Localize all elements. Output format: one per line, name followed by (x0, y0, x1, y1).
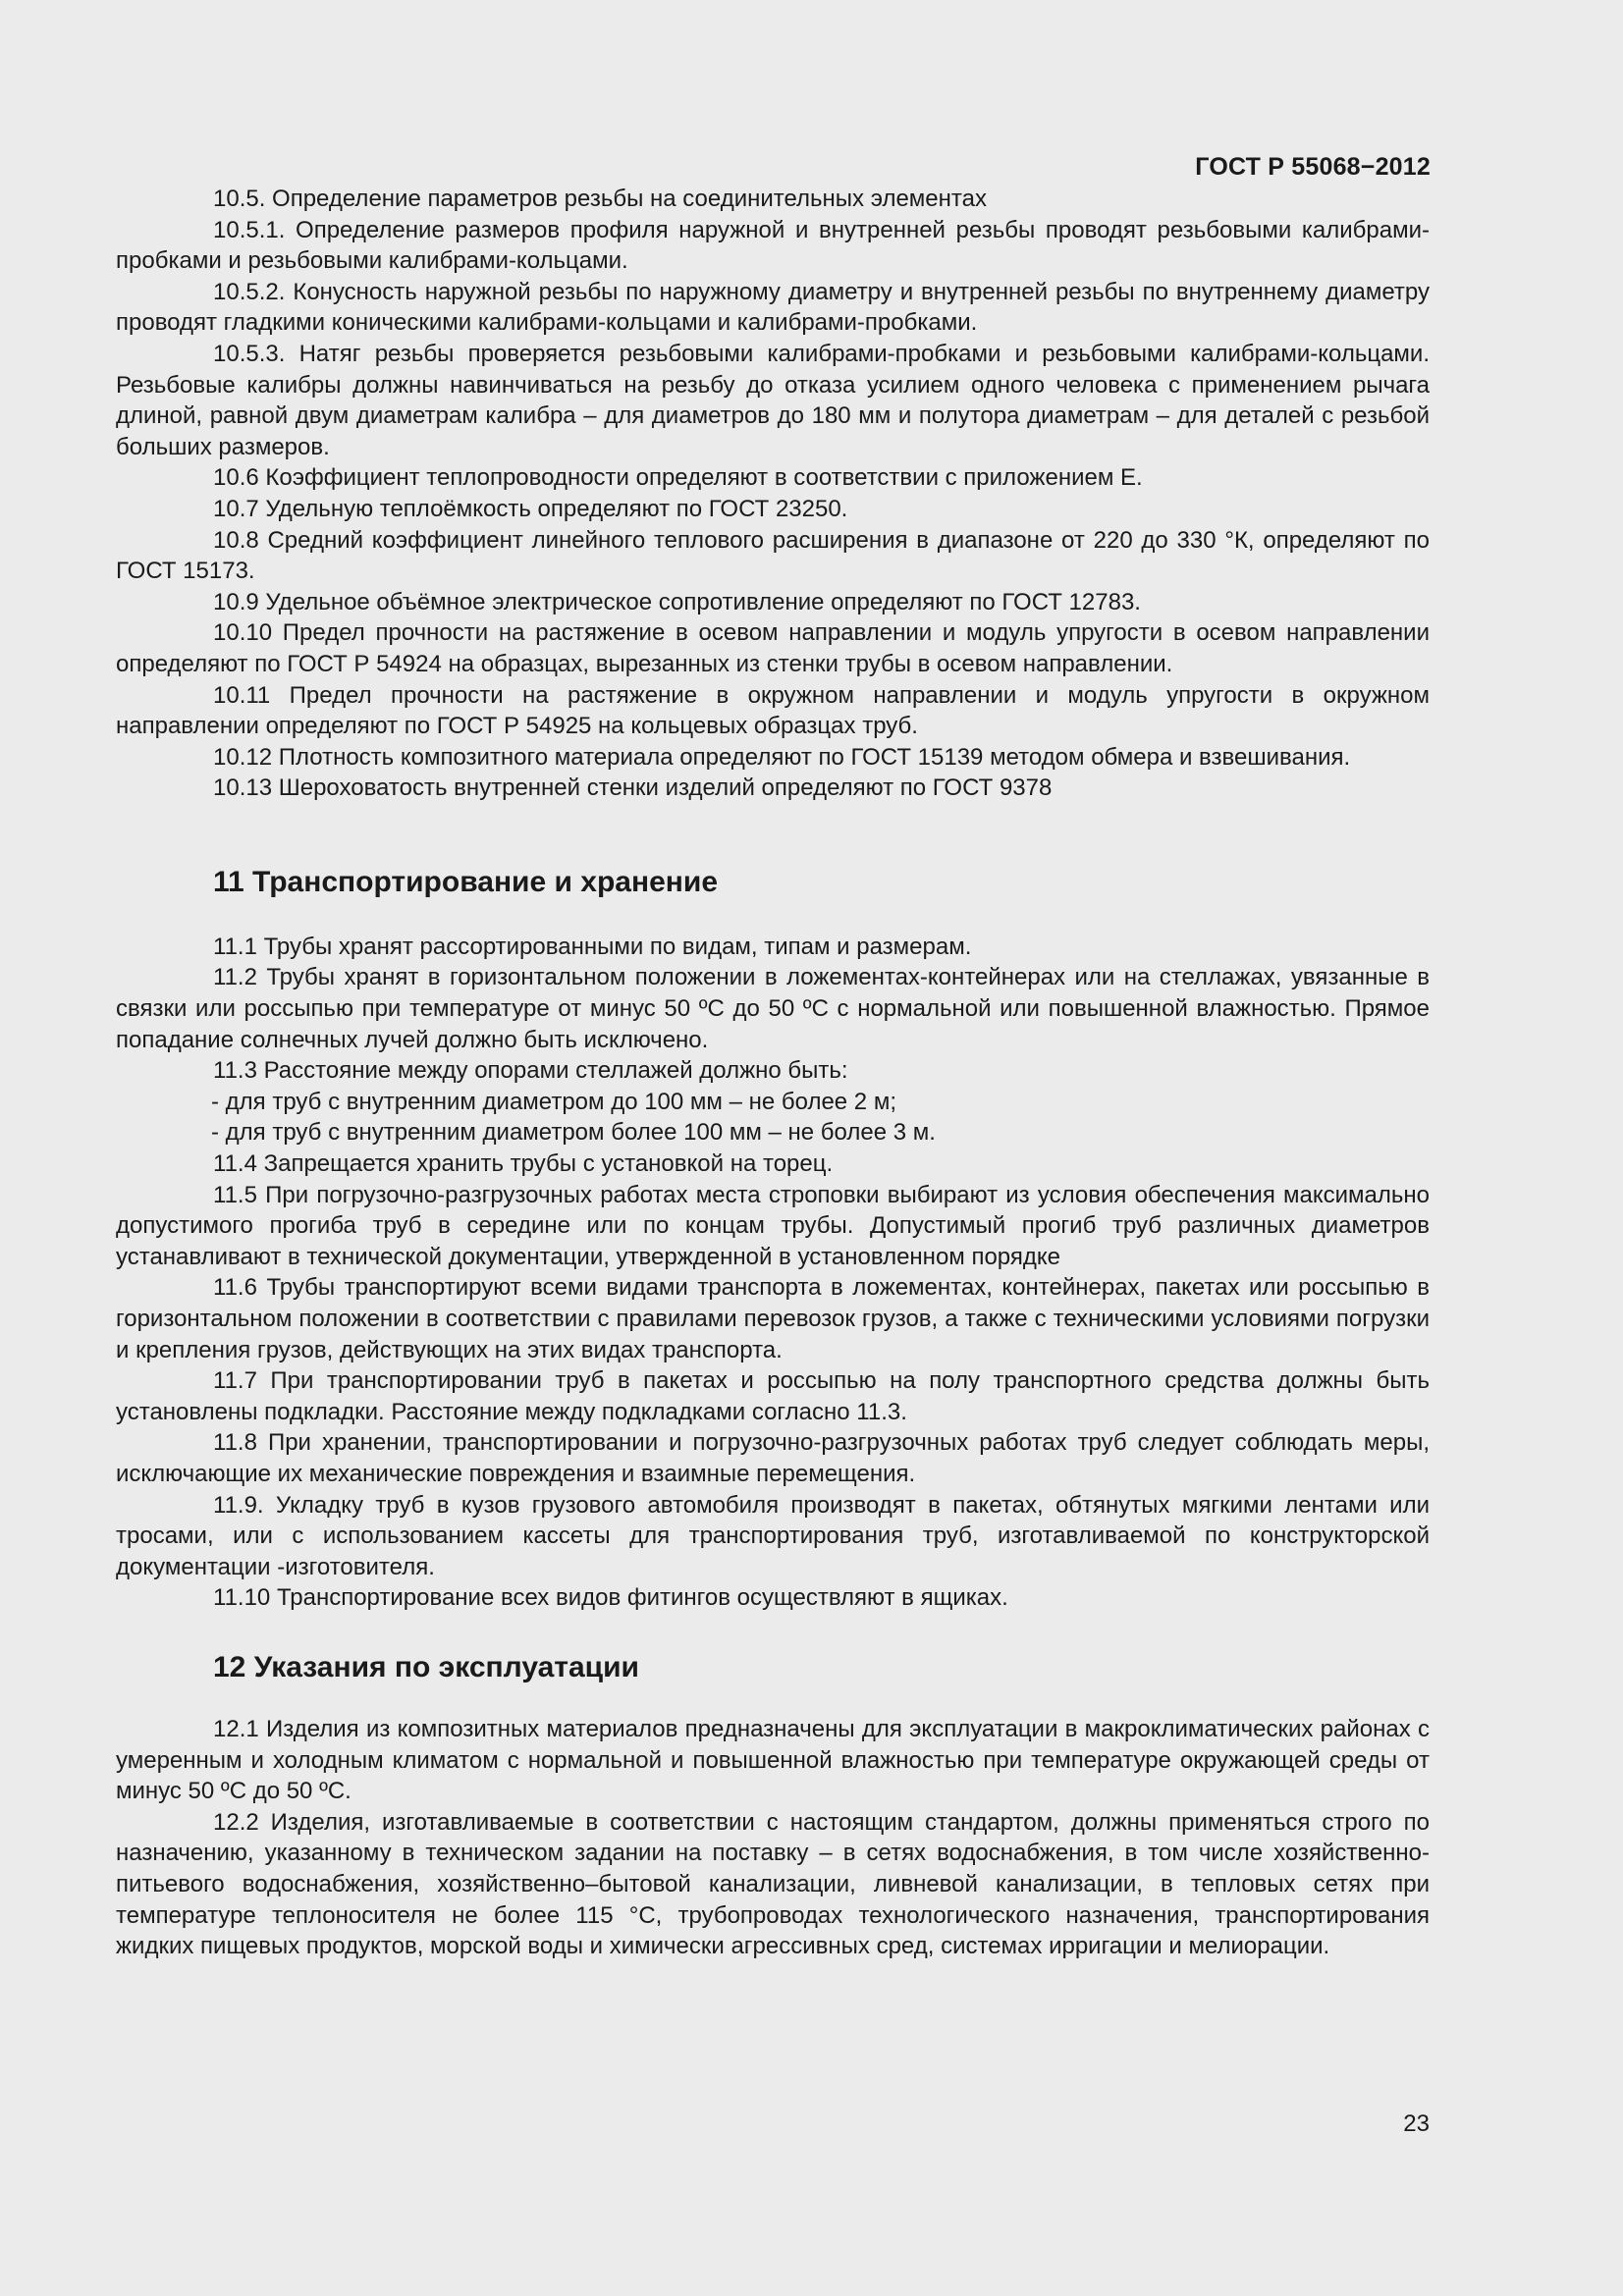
paragraph-11-5: 11.5 При погрузочно-разгрузочных работах места строповки выбирают из условия обеспечения максимально допустимого прогиба труб в середине или по концам трубы. Допустимый прогиб труб различных диаметров устанавливают в технической документации, утвержденной в установленном порядке (116, 1181, 1430, 1270)
paragraph-10-5-3: 10.5.3. Натяг резьбы проверяется резьбовыми калибрами-пробками и резьбовыми калибрами-кольцами. Резьбовые калибры должны навинчиваться на резьбу до отказа усилием одного человека с применением рычага длиной, равной двум диаметрам калибра – для диаметров до 180 мм и полутора диаметрам – для деталей с резьбой больших размеров. (116, 340, 1430, 460)
paragraph-12-1: 12.1 Изделия из композитных материалов предназначены для эксплуатации в макроклиматических районах с умеренным и холодным климатом с нормальной и повышенной влажностью при температуре окружающей среды от минус 50 ºС до 50 ºС. (116, 1715, 1430, 1805)
paragraph-11-2: 11.2 Трубы хранят в горизонтальном положении в ложементах-контейнерах или на стеллажах, увязанные в связки или россыпью при температуре от минус 50 ºС до 50 ºС с нормальной или повышенной влажностью. Прямое попадание солнечных лучей должно быть исключено. (116, 964, 1430, 1053)
paragraph-11-6: 11.6 Трубы транспортируют всеми видами транспорта в ложементах, контейнерах, пакетах или россыпью в горизонтальном положении в соответствии с правилами перевозок грузов, а также с техническими условиями погрузки и крепления грузов, действующих на этих видах транспорта. (116, 1274, 1430, 1363)
page-number: 23 (1403, 2110, 1430, 2137)
paragraph-11-8: 11.8 При хранении, транспортировании и погрузочно-разгрузочных работах труб следует соблюдать меры, исключающие их механические повреждения и взаимные перемещения. (116, 1429, 1430, 1487)
paragraph-10-5-1: 10.5.1. Определение размеров профиля наружной и внутренней резьбы проводят резьбовыми калибрами-пробками и резьбовыми калибрами-кольцами. (116, 216, 1430, 275)
paragraph-10-9: 10.9 Удельное объёмное электрическое сопротивление определяют по ГОСТ 12783. (213, 588, 1141, 615)
paragraph-10-6: 10.6 Коэффициент теплопроводности определяют в соответствии с приложением Е. (213, 464, 1143, 492)
spacer (116, 1687, 1430, 1714)
spacer (116, 804, 1430, 863)
list-item: - для труб с внутренним диаметром до 100 мм – не более 2 м; (211, 1088, 896, 1115)
paragraph-11-7: 11.7 При транспортировании труб в пакетах и россыпью на полу транспортного средства должны быть установлены подкладки. Расстояние между подкладками согласно 11.3. (116, 1367, 1430, 1425)
paragraph-10-5-2: 10.5.2. Конусность наружной резьбы по наружному диаметру и внутренней резьбы по внутреннему диаметру проводят гладкими коническими калибрами-кольцами и калибрами-пробками. (116, 278, 1430, 337)
paragraph-10-5: 10.5. Определение параметров резьбы на соединительных элементах (213, 186, 987, 212)
document-code: ГОСТ Р 55068−2012 (1195, 153, 1431, 181)
spacer (116, 1614, 1430, 1648)
paragraph-10-10: 10.10 Предел прочности на растяжение в осевом направлении и модуль упругости в осевом направлении определяют по ГОСТ Р 54924 на образцах, вырезанных из стенки трубы в осевом направлении. (116, 619, 1430, 677)
paragraph-10-13: 10.13 Шероховатость внутренней стенки изделий определяют по ГОСТ 9378 (213, 774, 1053, 802)
list-item: - для труб с внутренним диаметром более 100 мм – не более 3 м. (211, 1119, 936, 1147)
paragraph-11-4: 11.4 Запрещается хранить трубы с установкой на торец. (213, 1150, 834, 1178)
paragraph-11-3: 11.3 Расстояние между опорами стеллажей должно быть: (213, 1057, 848, 1085)
paragraph-10-8: 10.8 Средний коэффициент линейного теплового расширения в диапазоне от 220 до 330 °К, определяют по ГОСТ 15173. (116, 526, 1430, 585)
paragraph-10-11: 10.11 Предел прочности на растяжение в окружном направлении и модуль упругости в окружном направлении определяют по ГОСТ Р 54925 на кольцевых образцах труб. (116, 681, 1430, 740)
paragraph-12-2: 12.2 Изделия, изготавливаемые в соответствии с настоящим стандартом, должны применяться строго по назначению, указанному в техническом задании на поставку – в сетях водоснабжения, в том числе хозяйственно-питьевого водоснабжения, хозяйственно–бытовой канализации, ливневой канализации, в тепловых сетях при температуре теплоносителя не более 115 °С, трубопроводах технологического назначения, транспортирования жидких пищевых продуктов, морской воды и химически агрессивных сред, системах ирригации и мелиорации. (116, 1808, 1430, 1960)
paragraph-11-1: 11.1 Трубы хранят рассортированными по видам, типам и размерам. (213, 933, 972, 960)
paragraph-10-7: 10.7 Удельную теплоёмкость определяют по ГОСТ 23250. (213, 495, 848, 522)
spacer (116, 902, 1430, 932)
section-heading-11: 11 Транспортирование и хранение (213, 865, 719, 898)
document-body (116, 184, 1430, 1962)
paragraph-11-9: 11.9. Укладку труб в кузов грузового автомобиля производят в пакетах, обтянутых мягкими лентами или тросами, или с использованием кассеты для транспортирования труб, изготавливаемой по конструкторской документации -изготовителя. (116, 1491, 1430, 1580)
paragraph-11-10: 11.10 Транспортирование всех видов фитингов осуществляют в ящиках. (213, 1584, 1008, 1612)
section-heading-12: 12 Указания по эксплуатации (213, 1650, 640, 1683)
paragraph-10-12: 10.12 Плотность композитного материала определяют по ГОСТ 15139 методом обмера и взвешивания. (213, 743, 1351, 771)
